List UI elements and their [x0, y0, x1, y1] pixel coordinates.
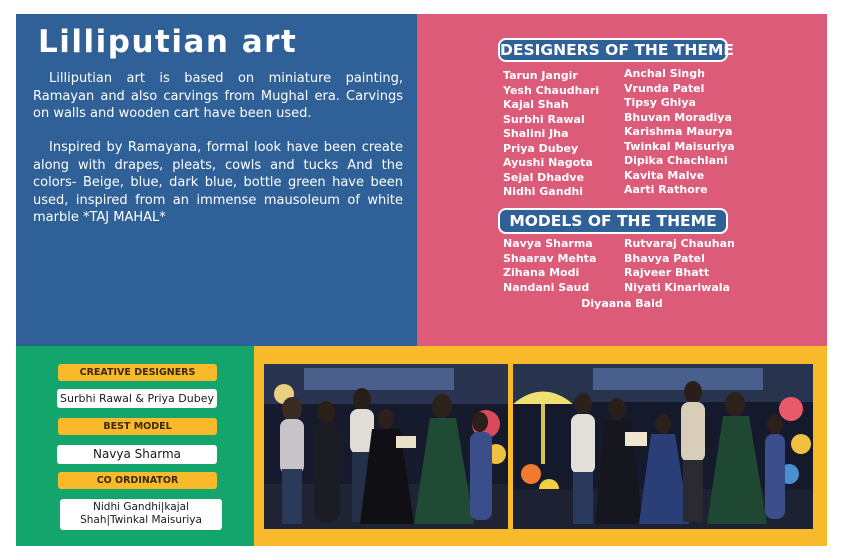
model-name: Nandani Saud [503, 280, 590, 294]
coordinator-label: CO ORDINATOR [58, 472, 217, 489]
creative-designers-label: CREATIVE DESIGNERS [58, 364, 217, 381]
designer-name: Sejal Dhadve [503, 170, 585, 184]
best-model-label: BEST MODEL [58, 418, 217, 435]
intro-panel [16, 14, 417, 346]
designers-list-left [503, 69, 599, 200]
designer-name: Anchal Singh [624, 67, 705, 80]
model-name: Bhavya Patel [624, 251, 705, 265]
model-name: Zihana Modi [503, 266, 580, 279]
intro-paragraph-1: Lilliputian art is based on miniature painting, Ramayan and also carvings from Mughal era. Carvings on walls and wooden cart have been used. [33, 71, 403, 121]
photo-gallery [254, 346, 827, 546]
model-name: Navya Sharma [503, 237, 593, 250]
designer-name: Shalini Jha [503, 127, 569, 140]
coordinator-value: Nidhi Gandhi|kajal Shah|Twinkal Maisuriya [60, 499, 222, 530]
designers-list-right [624, 67, 735, 198]
creative-designers-value: Surbhi Rawal & Priya Dubey [57, 389, 217, 408]
model-name: Rutvaraj Chauhan [624, 237, 735, 250]
designer-name: Karishma Maurya [624, 125, 733, 138]
designer-name: Nidhi Gandhi [503, 185, 584, 198]
designer-name: Tarun Jangir [503, 69, 578, 82]
designer-name: Priya Dubey [503, 141, 579, 155]
designer-name: Aarti Rathore [624, 183, 708, 196]
model-name: Shaarav Mehta [503, 251, 597, 265]
models-list-left [503, 237, 596, 295]
event-photo-2 [513, 364, 813, 529]
designer-name: Surbhi Rawal [503, 112, 585, 126]
designer-name: Dipika Chachlani [624, 154, 728, 167]
designer-name: Kajal Shah [503, 98, 569, 111]
model-name: Rajveer Bhatt [624, 266, 710, 279]
designer-name: Tipsy Ghiya [624, 96, 696, 109]
designer-name: Kavita Malve [624, 168, 705, 182]
model-name-centered: Diyaana Baid [581, 297, 663, 310]
intro-paragraph-2: Inspired by Ramayana, formal look have been create along with drapes, pleats, cowls and tucks And the colors- Beige, blue, dark blue, bottle green have been used, inspired from an immense mausoleum of white marble *TAJ MAHAL* [33, 140, 403, 225]
model-name: Niyati Kinariwala [624, 280, 730, 294]
best-model-value: Navya Sharma [57, 445, 217, 464]
models-heading: MODELS OF THE THEME [498, 208, 728, 234]
event-photo-1-image [264, 364, 508, 529]
models-list-right [624, 237, 735, 295]
designers-heading: DESIGNERS OF THE THEME [498, 38, 728, 62]
designer-name: Vrunda Patel [624, 81, 705, 95]
designer-name: Bhuvan Moradiya [624, 110, 732, 124]
credits-panel [417, 14, 827, 346]
designer-name: Yesh Chaudhari [503, 83, 600, 97]
event-photo-2-image [513, 364, 813, 529]
designer-name: Ayushi Nagota [503, 156, 593, 169]
awards-panel [16, 346, 254, 546]
event-photo-1 [264, 364, 508, 529]
page-title: Lilliputian art [38, 24, 298, 60]
designer-name: Twinkal Maisuriya [624, 139, 735, 153]
